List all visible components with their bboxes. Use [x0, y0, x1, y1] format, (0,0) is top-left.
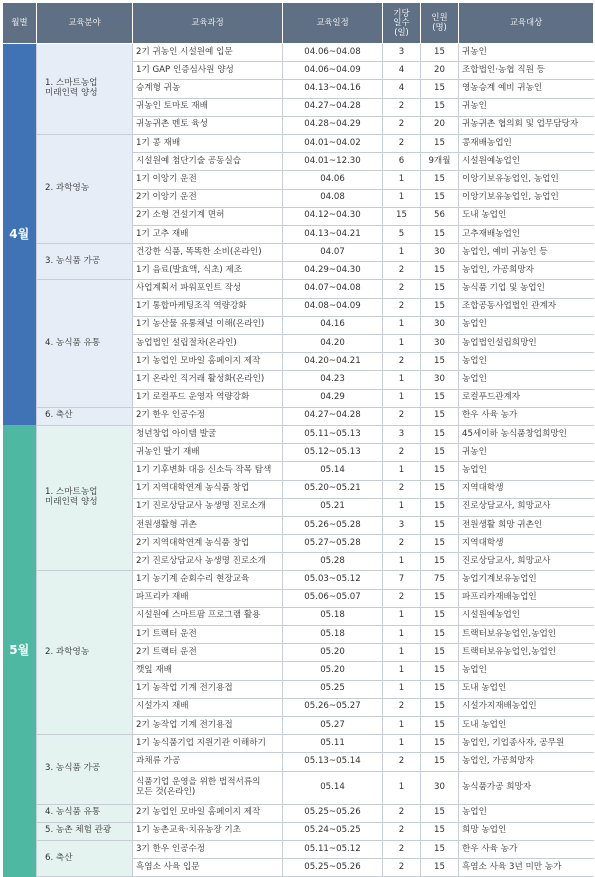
- target-cell: 도내 농업인: [459, 207, 594, 225]
- period-cell: 05.20: [283, 644, 383, 662]
- target-cell: 희망 농업인: [459, 822, 594, 840]
- course-cell: 2기 한우 인공수정: [133, 407, 283, 425]
- target-cell: 파프리카재배농업인: [459, 589, 594, 607]
- people-cell: 56: [421, 207, 459, 225]
- table-row: [3, 571, 594, 589]
- target-cell: 전원생활 희망 귀촌인: [459, 516, 594, 534]
- course-cell: 귀농인 딸기 재배: [133, 444, 283, 462]
- field-label: 4. 농식품 유통: [37, 280, 133, 407]
- period-cell: 05.06~05.07: [283, 589, 383, 607]
- course-cell: 승계형 귀농: [133, 80, 283, 98]
- period-cell: 05.14: [283, 771, 383, 804]
- target-cell: 진로상담교사, 희망교사: [459, 498, 594, 516]
- people-cell: 15: [421, 607, 459, 625]
- target-cell: 귀농인: [459, 44, 594, 62]
- target-cell: 로컬푸드관계자: [459, 389, 594, 407]
- people-cell: 15: [421, 171, 459, 189]
- course-cell: 시설원예 첨단기술 공동실습: [133, 153, 283, 171]
- period-cell: 04.01~12.30: [283, 153, 383, 171]
- course-cell: 2기 농업인 모바일 홈페이지 제작: [133, 804, 283, 822]
- days-cell: 3: [383, 44, 421, 62]
- table-row: [3, 134, 594, 152]
- course-cell: 농업법인 설립절차(온라인): [133, 335, 283, 353]
- people-cell: 15: [421, 735, 459, 753]
- days-cell: 1: [383, 553, 421, 571]
- period-cell: 05.27: [283, 716, 383, 734]
- target-cell: 농식품 기업 및 농업인: [459, 280, 594, 298]
- target-cell: 농업인, 가공희망자: [459, 753, 594, 771]
- people-cell: 30: [421, 771, 459, 804]
- days-cell: 2: [383, 589, 421, 607]
- field-label: 3. 농식품 가공: [37, 735, 133, 804]
- header-target: 교육대상: [459, 3, 594, 44]
- target-cell: 농업인, 예비 귀농인 등: [459, 244, 594, 262]
- people-cell: 15: [421, 462, 459, 480]
- course-cell: 1기 농업인 모바일 홈페이지 제작: [133, 353, 283, 371]
- days-cell: 1: [383, 626, 421, 644]
- days-cell: 1: [383, 607, 421, 625]
- target-cell: 귀농귀촌 협의회 및 업무담당자: [459, 116, 594, 134]
- course-cell: 1기 트랙터 운전: [133, 626, 283, 644]
- days-cell: 2: [383, 698, 421, 716]
- course-cell: 귀농인 토마토 재배: [133, 98, 283, 116]
- days-cell: 2: [383, 840, 421, 858]
- days-cell: 2: [383, 262, 421, 280]
- period-cell: 05.26~05.27: [283, 698, 383, 716]
- period-cell: 05.13~05.14: [283, 753, 383, 771]
- days-cell: 1: [383, 735, 421, 753]
- people-cell: 30: [421, 371, 459, 389]
- days-cell: 7: [383, 571, 421, 589]
- period-cell: 04.07~04.08: [283, 280, 383, 298]
- period-cell: 04.13~04.21: [283, 225, 383, 243]
- period-cell: 05.25: [283, 680, 383, 698]
- period-cell: 04.16: [283, 316, 383, 334]
- period-cell: 04.13~04.16: [283, 80, 383, 98]
- period-cell: 05.11: [283, 735, 383, 753]
- table-row: [3, 425, 594, 443]
- field-label: 4. 농식품 유통: [37, 804, 133, 822]
- course-cell: 1기 GAP 인증심사원 양성: [133, 62, 283, 80]
- target-cell: 농업기계보유농업인: [459, 571, 594, 589]
- course-cell: 2기 귀농인 시설원예 입문: [133, 44, 283, 62]
- period-cell: 04.08: [283, 189, 383, 207]
- days-cell: 1: [383, 771, 421, 804]
- days-cell: 2: [383, 116, 421, 134]
- table-header-row: [3, 3, 594, 44]
- people-cell: 15: [421, 44, 459, 62]
- days-cell: 1: [383, 371, 421, 389]
- target-cell: 농식품가공 희망자: [459, 771, 594, 804]
- course-cell: 시설원예 스마트팜 프로그램 활용: [133, 607, 283, 625]
- course-cell: 건강한 식품, 똑똑한 소비(온라인): [133, 244, 283, 262]
- people-cell: 15: [421, 134, 459, 152]
- period-cell: 04.06~04.08: [283, 44, 383, 62]
- target-cell: 시설원예농업인: [459, 607, 594, 625]
- people-cell: 15: [421, 298, 459, 316]
- target-cell: 농업인: [459, 316, 594, 334]
- period-cell: 04.27~04.28: [283, 407, 383, 425]
- course-cell: 1기 이앙기 운전: [133, 171, 283, 189]
- days-cell: 2: [383, 859, 421, 877]
- course-cell: 시설가지 재배: [133, 698, 283, 716]
- people-cell: 15: [421, 480, 459, 498]
- days-cell: 2: [383, 407, 421, 425]
- course-cell: 3기 한우 인공수정: [133, 840, 283, 858]
- course-cell: 청년창업 아이템 발굴: [133, 425, 283, 443]
- course-cell: 1기 농기계 순회수리 현장교육: [133, 571, 283, 589]
- period-cell: 04.06: [283, 171, 383, 189]
- target-cell: 농업인: [459, 804, 594, 822]
- course-cell: 깻잎 재배: [133, 662, 283, 680]
- people-cell: 15: [421, 840, 459, 858]
- course-cell: 1기 농산물 유통채널 이해(온라인): [133, 316, 283, 334]
- days-cell: 2: [383, 134, 421, 152]
- field-label: 1. 스마트농업 미래인력 양성: [37, 44, 133, 135]
- days-cell: 1: [383, 716, 421, 734]
- days-cell: 1: [383, 335, 421, 353]
- header-course: 교육과정: [133, 3, 283, 44]
- days-cell: 2: [383, 822, 421, 840]
- course-cell: 1기 농식품기업 지원기관 이해하기: [133, 735, 283, 753]
- course-cell: 1기 로컬푸드 운영자 역량강화: [133, 389, 283, 407]
- period-cell: 05.11~05.13: [283, 425, 383, 443]
- period-cell: 05.28: [283, 553, 383, 571]
- period-cell: 04.12~04.30: [283, 207, 383, 225]
- field-label: 2. 과학영농: [37, 571, 133, 735]
- days-cell: 2: [383, 753, 421, 771]
- target-cell: 도내 농업인: [459, 680, 594, 698]
- table-row: [3, 244, 594, 262]
- table-row: [3, 407, 594, 425]
- target-cell: 농업인: [459, 662, 594, 680]
- course-cell: 2기 진로상담교사 농생명 진로소개: [133, 553, 283, 571]
- days-cell: 3: [383, 425, 421, 443]
- target-cell: 지역대학생: [459, 535, 594, 553]
- course-cell: 2기 트랙터 운전: [133, 644, 283, 662]
- target-cell: 농업인: [459, 462, 594, 480]
- target-cell: 조합법인·농협 직원 등: [459, 62, 594, 80]
- people-cell: 15: [421, 225, 459, 243]
- days-cell: 15: [383, 207, 421, 225]
- target-cell: 흑염소 사육 3년 미만 농가: [459, 859, 594, 877]
- people-cell: 15: [421, 407, 459, 425]
- people-cell: 15: [421, 589, 459, 607]
- period-cell: 04.01~04.02: [283, 134, 383, 152]
- period-cell: 05.20: [283, 662, 383, 680]
- people-cell: 20: [421, 116, 459, 134]
- period-cell: 05.18: [283, 626, 383, 644]
- people-cell: 15: [421, 80, 459, 98]
- days-cell: 1: [383, 680, 421, 698]
- field-label: 5. 농촌 체험 관광: [37, 822, 133, 840]
- target-cell: 이앙기보유농업인, 농업인: [459, 189, 594, 207]
- course-cell: 2기 농작업 기계 전기용접: [133, 716, 283, 734]
- target-cell: 트랙터보유농업인,농업인: [459, 644, 594, 662]
- target-cell: 농업법인설립희망인: [459, 335, 594, 353]
- period-cell: 04.27~04.28: [283, 98, 383, 116]
- people-cell: 75: [421, 571, 459, 589]
- target-cell: 영농승계 예비 귀농인: [459, 80, 594, 98]
- days-cell: 1: [383, 389, 421, 407]
- target-cell: 시설가지재배농업인: [459, 698, 594, 716]
- field-label: 6. 축산: [37, 407, 133, 425]
- field-label: 6. 축산: [37, 840, 133, 876]
- people-cell: 15: [421, 553, 459, 571]
- period-cell: 05.27~05.28: [283, 535, 383, 553]
- period-cell: 04.20: [283, 335, 383, 353]
- people-cell: 15: [421, 822, 459, 840]
- people-cell: 30: [421, 335, 459, 353]
- course-cell: 1기 콩 재배: [133, 134, 283, 152]
- target-cell: 조합공동사업법인 관계자: [459, 298, 594, 316]
- course-cell: 1기 농촌교육·치유농장 기초: [133, 822, 283, 840]
- table-row: [3, 44, 594, 62]
- days-cell: 1: [383, 662, 421, 680]
- people-cell: 15: [421, 425, 459, 443]
- days-cell: 2: [383, 280, 421, 298]
- table-row: [3, 840, 594, 858]
- target-cell: 농업인, 기업종사자, 공무원: [459, 735, 594, 753]
- target-cell: 콩재배농업인: [459, 134, 594, 152]
- people-cell: 15: [421, 498, 459, 516]
- period-cell: 05.14: [283, 462, 383, 480]
- period-cell: 04.08~04.09: [283, 298, 383, 316]
- course-cell: 1기 통합마케팅조직 역량강화: [133, 298, 283, 316]
- target-cell: 귀농인: [459, 98, 594, 116]
- people-cell: 15: [421, 262, 459, 280]
- course-cell: 1기 음료(발효액, 식초) 제조: [133, 262, 283, 280]
- target-cell: 농업인: [459, 353, 594, 371]
- course-cell: 1기 고추 재배: [133, 225, 283, 243]
- people-cell: 15: [421, 804, 459, 822]
- people-cell: 9개월: [421, 153, 459, 171]
- period-cell: 05.26~05.28: [283, 516, 383, 534]
- target-cell: 진로상담교사, 희망교사: [459, 553, 594, 571]
- period-cell: 04.29: [283, 389, 383, 407]
- period-cell: 04.20~04.21: [283, 353, 383, 371]
- target-cell: 한우 사육 농가: [459, 840, 594, 858]
- days-cell: 2: [383, 444, 421, 462]
- days-cell: 1: [383, 244, 421, 262]
- course-cell: 귀농귀촌 멘토 육성: [133, 116, 283, 134]
- people-cell: 15: [421, 753, 459, 771]
- target-cell: 농업인: [459, 371, 594, 389]
- people-cell: 15: [421, 444, 459, 462]
- days-cell: 1: [383, 171, 421, 189]
- course-cell: 1기 기후변화 대응 신소득 작목 탐색: [133, 462, 283, 480]
- period-cell: 05.20~05.21: [283, 480, 383, 498]
- people-cell: 15: [421, 698, 459, 716]
- field-label: 2. 과학영농: [37, 134, 133, 243]
- period-cell: 05.24~05.25: [283, 822, 383, 840]
- people-cell: 15: [421, 644, 459, 662]
- people-cell: 15: [421, 716, 459, 734]
- course-cell: 2기 이앙기 운전: [133, 189, 283, 207]
- days-cell: 2: [383, 98, 421, 116]
- field-label: 1. 스마트농업 미래인력 양성: [37, 425, 133, 571]
- days-cell: 3: [383, 516, 421, 534]
- period-cell: 05.18: [283, 607, 383, 625]
- days-cell: 6: [383, 153, 421, 171]
- period-cell: 05.21: [283, 498, 383, 516]
- target-cell: 한우 사육 농가: [459, 407, 594, 425]
- course-cell: 2기 지역대학연계 농식품 창업: [133, 535, 283, 553]
- header-month: 월별: [3, 3, 37, 44]
- course-cell: 1기 온라인 직거래 활성화(온라인): [133, 371, 283, 389]
- month-label: 5월: [3, 425, 37, 876]
- target-cell: 농업인, 가공희망자: [459, 262, 594, 280]
- course-cell: 과채류 가공: [133, 753, 283, 771]
- days-cell: 1: [383, 498, 421, 516]
- people-cell: 15: [421, 516, 459, 534]
- period-cell: 05.11~05.12: [283, 840, 383, 858]
- course-cell: 2기 소형 건설기계 면허: [133, 207, 283, 225]
- period-cell: 04.23: [283, 371, 383, 389]
- table-row: [3, 804, 594, 822]
- month-label: 4월: [3, 44, 37, 426]
- course-cell: 사업계획서 파워포인트 작성: [133, 280, 283, 298]
- header-period: 교육일정: [283, 3, 383, 44]
- course-cell: 파프리카 재배: [133, 589, 283, 607]
- days-cell: 2: [383, 353, 421, 371]
- days-cell: 4: [383, 80, 421, 98]
- days-cell: 2: [383, 804, 421, 822]
- period-cell: 04.07: [283, 244, 383, 262]
- header-people: 인원 (명): [421, 3, 459, 44]
- education-schedule-table: [2, 2, 594, 877]
- header-field: 교육분야: [37, 3, 133, 44]
- days-cell: 2: [383, 480, 421, 498]
- people-cell: 15: [421, 626, 459, 644]
- period-cell: 04.29~04.30: [283, 262, 383, 280]
- course-cell: 흑염소 사육 입문: [133, 859, 283, 877]
- people-cell: 15: [421, 280, 459, 298]
- course-cell: 1기 농작업 기계 전기용접: [133, 680, 283, 698]
- period-cell: 05.25~05.26: [283, 859, 383, 877]
- target-cell: 귀농인: [459, 444, 594, 462]
- table-row: [3, 735, 594, 753]
- course-cell: 1기 지역대학연계 농식품 창업: [133, 480, 283, 498]
- table-row: [3, 822, 594, 840]
- people-cell: 30: [421, 316, 459, 334]
- days-cell: 2: [383, 535, 421, 553]
- field-label: 3. 농식품 가공: [37, 244, 133, 280]
- people-cell: 15: [421, 389, 459, 407]
- period-cell: 04.28~04.29: [283, 116, 383, 134]
- target-cell: 지역대학생: [459, 480, 594, 498]
- days-cell: 1: [383, 644, 421, 662]
- people-cell: 15: [421, 98, 459, 116]
- days-cell: 1: [383, 462, 421, 480]
- people-cell: 15: [421, 189, 459, 207]
- people-cell: 20: [421, 62, 459, 80]
- people-cell: 15: [421, 662, 459, 680]
- days-cell: 5: [383, 225, 421, 243]
- days-cell: 4: [383, 62, 421, 80]
- course-cell: 전원생활형 귀촌: [133, 516, 283, 534]
- days-cell: 1: [383, 189, 421, 207]
- period-cell: 05.03~05.12: [283, 571, 383, 589]
- period-cell: 05.25~05.26: [283, 804, 383, 822]
- people-cell: 15: [421, 353, 459, 371]
- course-cell: 1기 진로상담교사 농생명 진로소개: [133, 498, 283, 516]
- target-cell: 고추재배농업인: [459, 225, 594, 243]
- table-row: [3, 280, 594, 298]
- people-cell: 15: [421, 535, 459, 553]
- target-cell: 이앙기보유농업인, 농업인: [459, 171, 594, 189]
- course-cell: 식품기업 운영을 위한 법적서류의 모든 것(온라인): [133, 771, 283, 804]
- period-cell: 05.12~05.13: [283, 444, 383, 462]
- days-cell: 2: [383, 298, 421, 316]
- people-cell: 15: [421, 859, 459, 877]
- period-cell: 04.06~04.09: [283, 62, 383, 80]
- target-cell: 도내 농업인: [459, 716, 594, 734]
- header-days: 기당 일수 (일): [383, 3, 421, 44]
- people-cell: 15: [421, 680, 459, 698]
- target-cell: 트랙터보유농업인,농업인: [459, 626, 594, 644]
- target-cell: 시설원예농업인: [459, 153, 594, 171]
- people-cell: 30: [421, 244, 459, 262]
- days-cell: 1: [383, 316, 421, 334]
- target-cell: 45세이하 농식품창업희망인: [459, 425, 594, 443]
